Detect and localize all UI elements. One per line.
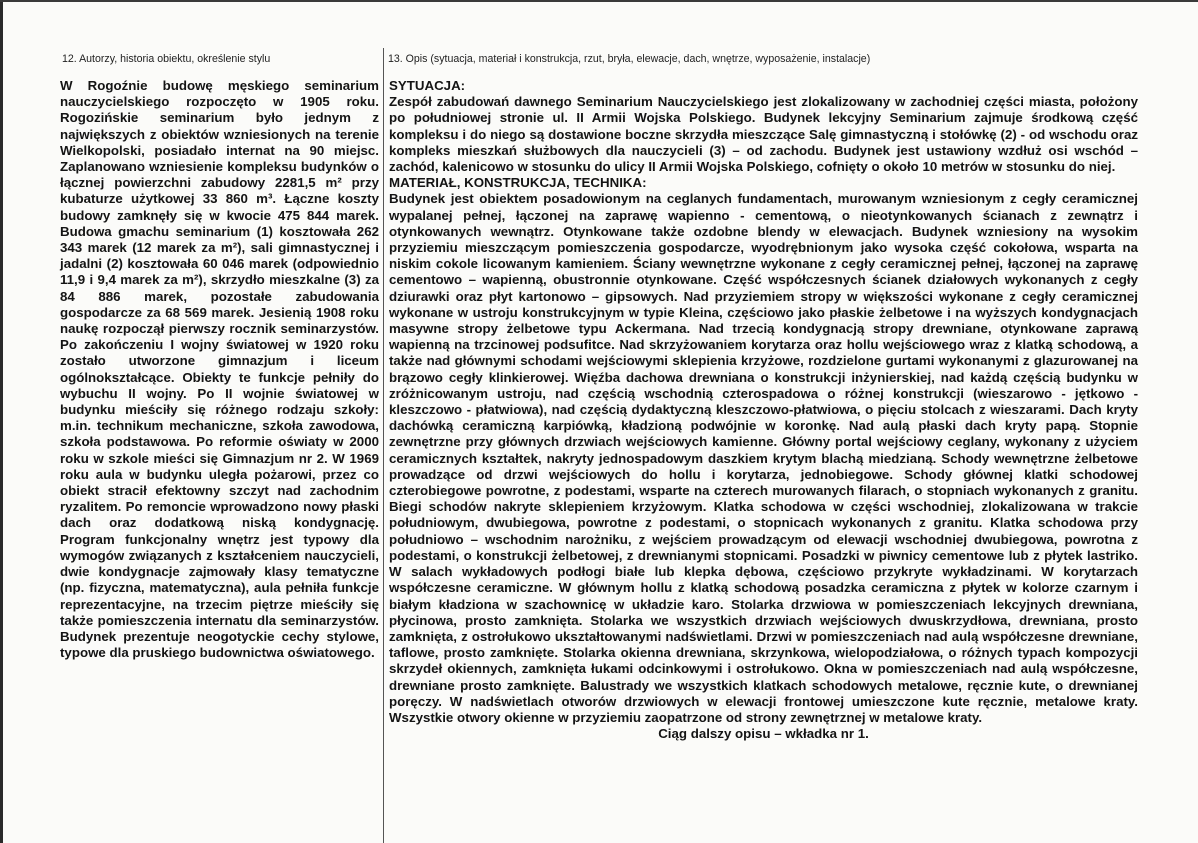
left-column-header: 12. Autorzy, historia obiektu, określenie stylu <box>62 53 271 65</box>
situation-text: Zespół zabudowań dawnego Seminarium Nauczycielskiego jest zlokalizowany w zachodniej części miasta, położony po południowej stronie ul. II Armii Wojska Polskiego. Budynek lekcyjny Seminarium zajmuje środkową część kompleksu i do niego są dostawione boczne skrzydła mieszczące Salę gimnastyczną i stołówkę (2) - od wschodu oraz kompleks mieszkań służbowych dla nauczycieli (3) – od zachodu. Budynek jest ustawiony wzdłuż osi wschód – zachód, kalenicowo w stosunku do ulicy II Armii Wojska Polskiego, cofnięty o około 10 metrów w stosunku do niej. <box>389 94 1138 175</box>
situation-heading: SYTUACJA: <box>389 78 466 93</box>
continued-note: Ciąg dalszy opisu – wkładka nr 1. <box>658 726 869 742</box>
scan-edge-left <box>0 0 3 843</box>
material-text: Budynek jest obiektem posadowionym na ceglanych fundamentach, murowanym wzniesionym z cegły ceramicznej wypalanej pełnej, łączonej na zaprawę wapienno - cementową, o nieotynkowanych ścianach z zewnątrz i otynkowanych wewnątrz. Otynkowane także ozdobne blendy w elewacjach. Budynek wzniesiony na wysokim przyziemiu mieszczącym pomieszczenia gospodarcze, wyodrębnionym jako wysoka część cokołowa, wsparta na niskim cokole licowanym kamieniem. Ściany wewnętrzne wykonane z cegły ceramicznej pełnej, łączonej na zaprawę cementowo – wapienną, obustronnie otynkowane. Część współczesnych ścianek działowych wykonanych z cegły dziurawki oraz płyt kartonowo – gipsowych. Nad przyziemiem stropy w większości wykonane z cegły ceramicznej wykonane w ustroju konstrukcyjnym w typie Kleina, częściowo jako płaskie żelbetowe i na wyższych kondygnacjach masywne stropy żelbetowe typu Ackermana. Nad trzecią kondygnacją stropy drewniane, otynkowane zaprawą wapienną na trzcinowej podsufitce. Nad skrzyżowaniem korytarza oraz hollu wejściowego wraz z klatką schodową, a także nad głównymi schodami wejściowymi sklepienia krzyżowe, rozdzielone gurtami wykonanymi z glazurowanej na brązowo cegły klinkierowej. Więźba dachowa drewniana o konstrukcji inżynierskiej, nad każdą częścią budynku w zróżnicowanym ustroju, nad częścią wschodnią czterospadowa o różnej konstrukcji (wieszarowo - jętkowo - kleszczowo - płatwiowa), nad częścią dydaktyczną kleszczowo-płatwiowa, o pięciu stolcach z wieszarami. Dach kryty dachówką ceramiczną karpiówką, kładzioną podwójnie w koronkę. Nad aulą płaski dach kryty papą. Stopnie zewnętrzne przy głównych drzwiach wejściowych kamienne. Główny portal wejściowy ceglany, wykonany z użyciem ceramicznych kształtek, nakryty jednospadowym daszkiem krytym blachą miedzianą. Schody wewnętrzne żelbetowe prowadzące od drzwi wejściowych do hollu i korytarza, jednobiegowe. Schody głównej klatki schodowej czterobiegowe powrotne, z podestami, wsparte na czterech murowanych filarach, o stopniach wykonanych z granitu. Biegi schodów nakryte sklepieniem krzyżowym. Klatka schodowa w części wschodniej, zlokalizowana w trakcie południowym, dwubiegowa, powrotne z podestami, o stopnicach wykonanych z granitu. Klatka schodowa przy południowo – wschodnim narożniku, z wejściem prowadzącym od elewacji wschodniej dwubiegowa, powrotna z podestami, o konstrukcji żelbetowej, z drewnianymi stopnicami. Posadzki w piwnicy cementowe lub z płytek lastriko. W salach wykładowych podłogi białe lub klepka dębowa, częściowo przykryte wykładzinami. W korytarzach współczesne ceramiczne. W głównym hollu z klatką schodową posadzka ceramiczna z płytek w kolorze czarnym i białym kładziona w szachownicę w układzie karo. Stolarka drzwiowa w pomieszczeniach lekcyjnych drewniana, płycinowa, prosto zamknięta. Stolarka we wszystkich drzwiach wejściowych dwuskrzydłowa, drewniana, prosto zamknięta, z ostrołukowo ukształtowanymi nadświetlami. Drzwi w pomieszczeniach nad aulą współczesne drewniane, taflowe, prosto zamknięte. Stolarka okienna drewniana, skrzynkowa, wielopodziałowa, o różnych typach kompozycji skrzydeł okiennych, zamknięta łukami odcinkowymi i ostrołukowo. Okna w pomieszczeniach nad aulą współczesne, drewniane prosto zamknięte. Balustrady we wszystkich klatkach schodowych metalowe, ręcznie kute, o drewnianej poręczy. W nadświetlach otworów drzwiowych w elewacji frontowej umieszczone kute ręcznie, metalowe kraty. Wszystkie otwory okienne w przyziemiu zaopatrzone od strony zewnętrznej w metalowe kraty. <box>389 191 1138 725</box>
column-divider <box>383 48 384 843</box>
description-block <box>389 78 1138 742</box>
history-text: W Rogoźnie budowę męskiego seminarium nauczycielskiego rozpoczęto w 1905 roku. Rogozińskie seminarium było jednym z największych z obiektów wzniesionych na terenie Wielkopolski, posiadało internat na 90 miejsc. Zaplanowano wzniesienie kompleksu budynków o łącznej powierzchni zabudowy 2281,5 m² przy kubaturze użytkowej 33 860 m³. Łączne koszty budowy zamknęły się w kwocie 475 844 marek. Budowa gmachu seminarium (1) kosztowała 262 343 marek (12 marek za m²), sali gimnastycznej i jadalni (2) kosztowała 60 046 marek (odpowiednio 11,9 i 9,4 marek za m²), skrzydło mieszkalne (3) za 84 886 marek, pozostałe zabudowania gospodarcze za 68 569 marek. Jesienią 1908 roku naukę rozpoczął pierwszy rocznik seminarzystów. Po zakończeniu I wojny światowej w 1920 roku zostało utworzone gimnazjum i liceum ogólnokształcące. Obiekty te funkcje pełniły do wybuchu II wojny. Po II wojnie światowej w budynku mieściły się różnego rodzaju szkoły: m.in. technikum mechaniczne, szkoła zawodowa, szkoła podstawowa. Po reformie oświaty w 2000 roku w szkole mieści się Gimnazjum nr 2. W 1969 roku aula w budynku uległa pożarowi, przez co obiekt stracił efektowny szczyt nad zachodnim ryzalitem. Po remoncie wprowadzono nowy płaski dach oraz dodatkową niską kondygnację. Program funkcjonalny wnętrz jest typowy dla wymogów związanych z kształceniem nauczycieli, dwie kondygnacje zajmowały klasy tematyczne (np. fizyczna, matematyczna), aula pełniła funkcje reprezentacyjne, na trzecim piętrze mieściły się także pomieszczenia internatu dla seminarzystów. Budynek prezentuje neogotyckie cechy stylowe, typowe dla pruskiego budownictwa oświatowego. <box>60 78 379 661</box>
right-column-header: 13. Opis (sytuacja, materiał i konstrukcja, rzut, bryła, elewacje, dach, wnętrze, wyposażenie, instalacje) <box>388 53 871 65</box>
material-heading: MATERIAŁ, KONSTRUKCJA, TECHNIKA: <box>389 175 647 191</box>
scan-edge-top <box>0 0 1198 2</box>
